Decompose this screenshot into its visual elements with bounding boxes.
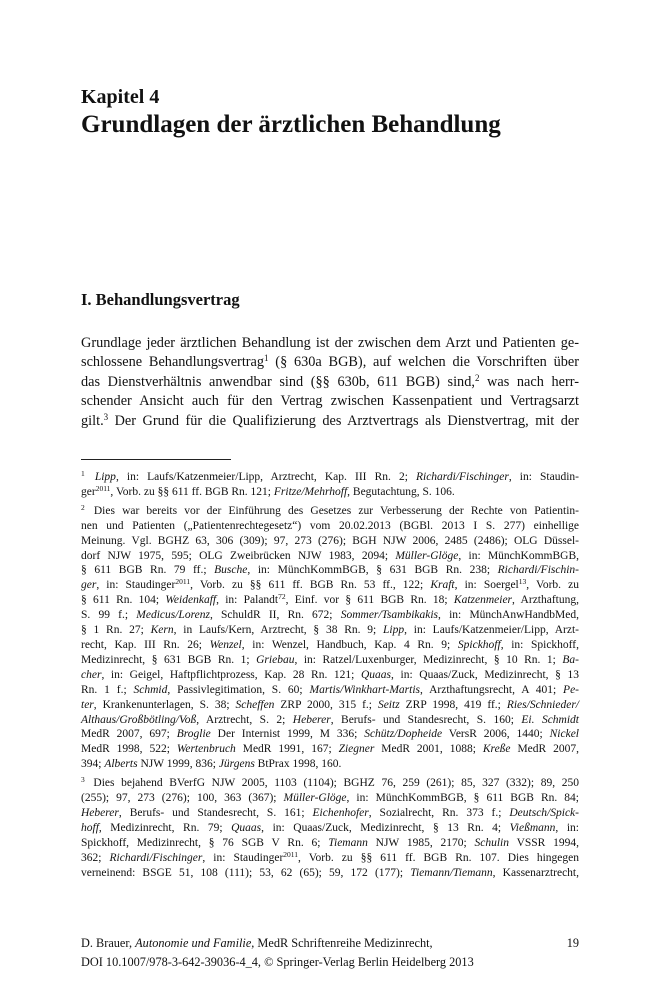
footnote-line: § 611 Rn. 104; Weidenkaff, in: Palandt$^{72}$, Einf. vor § 611 BGB Rn. 18; Katzenmeier, Arzthaftung, [81, 592, 579, 607]
footnote-line: MedR 2007, 697; Broglie Der Internist 1999, M 336; Schütz/Dopheide VersR 2006, 1440; Nickel [81, 728, 579, 741]
footnote-line: ger$^{2011}$, Vorb. zu §§ 611 ff. BGB Rn. 121; Fritze/Mehrhoff, Begutachtung, S. 106. [81, 483, 455, 498]
footnote-number: 2 [81, 502, 85, 512]
footnote-line: recht, Kap. III Rn. 26; Wenzel, in: Wenzel, Handbuch, Kap. 4 Rn. 9; Spickhoff, in: Spickhoff, [81, 638, 580, 651]
footnote-ref-1[interactable]: 1 [264, 353, 269, 364]
footnote-line: ger, in: Staudinger$^{2011}$, Vorb. zu §§ 611 ff. BGB Rn. 53 ff., 122; Kraft, in: Soergel$^{13}$, Vorb. zu [81, 577, 579, 592]
text: schender Ansicht auch für den Vertrag zwischen Kassenpatient und Vertragsarzt [81, 393, 579, 410]
footnote-line: hoff, Medizinrecht, Rn. 79; Quaas, in: Quaas/Zuck, Medizinrecht, § 13 Rn. 4; Vießmann, in: [81, 821, 579, 834]
author: D. Brauer, [81, 936, 136, 950]
series: MedR Schriftenreihe Medizinrecht, [254, 936, 433, 950]
footnote-line: cher, in: Geigel, Haftpflichtprozess, Kap. 28 Rn. 121; Quaas, in: Quaas/Zuck, Medizinrecht, § 13 [81, 668, 579, 681]
footnote-3 [81, 776, 579, 880]
footnote-line: $^2$ Dies war bereits vor der Einführung des Gesetzes zur Verbesserung der Rechte von Patientin- [81, 502, 579, 517]
footnote-line: Rn. 1 f.; Schmid, Passivlegitimation, S. 60; Martis/Winkhart-Martis, Arzthaftungsrecht, A 401; Pe- [81, 683, 580, 696]
body-line [81, 334, 579, 353]
body-line [81, 392, 579, 411]
footnote-ref-3[interactable]: 3 [103, 411, 109, 422]
doi-line: DOI 10.1007/978-3-642-39036-4_4, © Springer-Verlag Berlin Heidelberg 2013 [81, 955, 474, 969]
citation-line-1 [81, 936, 433, 951]
book-title: Autonomie und Familie, [135, 936, 255, 950]
text: schlossene Behandlungsvertrag [81, 354, 265, 371]
footnote-line: MedR 1998, 522; Wertenbruch MedR 1991, 167; Ziegner MedR 2001, 1088; Kreße MedR 2007, [81, 743, 579, 756]
footnote-line: ter, Krankenunterlagen, S. 38; Scheffen ZRP 2000, 315 f.; Seitz ZRP 1998, 419 ff.; Ries/Schnieder/ [81, 698, 580, 711]
footnote-number: 1 [81, 469, 85, 478]
chapter-title: Grundlagen der ärztlichen Behandlung [81, 111, 501, 138]
text: was nach herr- [479, 373, 579, 390]
text: Der Grund für die Qualifizierung des Arztvertrags als Dienstvertrag, mit der [108, 412, 579, 429]
footnote-line: Althaus/Großbötling/Voß, Arztrecht, S. 2; Heberer, Berufs- und Standesrecht, S. 160; Ei. Schmidt [81, 713, 579, 726]
footnote-line: 394; Alberts NJW 1999, 836; Jürgens BtPrax 1998, 160. [81, 758, 342, 771]
body-line [81, 373, 579, 392]
footnotes [81, 470, 579, 884]
footnote-line: verneinend: BSGE 51, 108 (111); 53, 62 (65); 59, 172 (177); Tiemann/Tiemann, Kassenarztrecht, [81, 866, 579, 879]
footnote-line: § 611 BGB Rn. 79 ff.; Busche, in: MünchKommBGB, § 631 BGB Rn. 238; Richardi/Fischin- [81, 564, 579, 577]
footnote-line: nen und Patienten („Patientenrechtegesetz“) vom 20.02.2013 (BGBl. 2013 I S. 277) einhellige [81, 519, 579, 532]
footnote-ref-2[interactable]: 2 [474, 372, 480, 383]
footnote-line: S. 99 f.; Medicus/Lorenz, SchuldR II, Rn. 672; Sommer/Tsambikakis, in: MünchAnwHandbMed, [81, 609, 580, 622]
footnote-divider [81, 459, 231, 460]
footnote-line: 362; Richardi/Fischinger, in: Staudinger$^{2011}$, Vorb. zu §§ 611 ff. BGB Rn. 107. Dies hingegen [81, 849, 579, 864]
text: Grundlage jeder ärztlichen Behandlung ist der zwischen dem Arzt und Patienten ge- [81, 335, 579, 351]
footnote-line: Heberer, Berufs- und Standesrecht, S. 161; Eichenhofer, Sozialrecht, Rn. 373 f.; Deutsch/Spick- [81, 806, 579, 819]
footnote-line: Meinung. Vgl. BGHZ 63, 306 (309); 97, 273 (276); BGH NJW 2006, 2485 (2486); OLG Düssel- [81, 534, 579, 547]
footnote-line: Medizinrecht, § 631 BGB Rn. 1; Griebau, in: Ratzel/Luxenburger, Medizinrecht, § 10 Rn. 1; Ba- [81, 653, 579, 666]
body-paragraph [81, 334, 579, 431]
footnote-2 [81, 504, 579, 772]
footnote-number: 3 [81, 775, 85, 785]
footnote-line: (255); 97, 273 (276); 100, 363 (367); Müller-Glöge, in: MünchKommBGB, § 611 BGB Rn. 84; [81, 792, 579, 805]
body-line [81, 353, 579, 372]
footnote-line: § 1 Rn. 27; Kern, in Laufs/Kern, Arztrecht, § 38 Rn. 9; Lipp, in: Laufs/Katzenmeier/Lipp, Arzt- [81, 624, 579, 637]
body-line [81, 412, 579, 431]
text: das Dienstverhältnis anwendbar sind (§§ 630b, 611 BGB) sind, [81, 373, 475, 390]
footnote-line: Spickhoff, Medizinrecht, § 76 SGB V Rn. 6; Tiemann NJW 1985, 2170; Schulin VSSR 1994, [81, 836, 580, 849]
text: (§ 630a BGB), auf welchen die Vorschriften über [268, 354, 579, 371]
chapter-label: Kapitel 4 [81, 86, 160, 108]
footnote-line: dorf NJW 1975, 595; OLG Zweibrücken NJW 1983, 2094; Müller-Glöge, in: MünchKommBGB, [81, 549, 579, 562]
section-title: I. Behandlungsvertrag [81, 290, 240, 309]
footnote-line: $^3$ Dies bejahend BVerfG NJW 2005, 1103 (1104); BGHZ 76, 259 (261); 85, 327 (332); 89, 250 [81, 775, 579, 790]
footnote-line: $^1$ Lipp, in: Laufs/Katzenmeier/Lipp, Arztrecht, Kap. III Rn. 2; Richardi/Fischinger, in: Staudin- [81, 469, 579, 483]
text: gilt. [81, 412, 104, 429]
footnote-1 [81, 470, 579, 500]
page-number: 19 [566, 936, 579, 950]
